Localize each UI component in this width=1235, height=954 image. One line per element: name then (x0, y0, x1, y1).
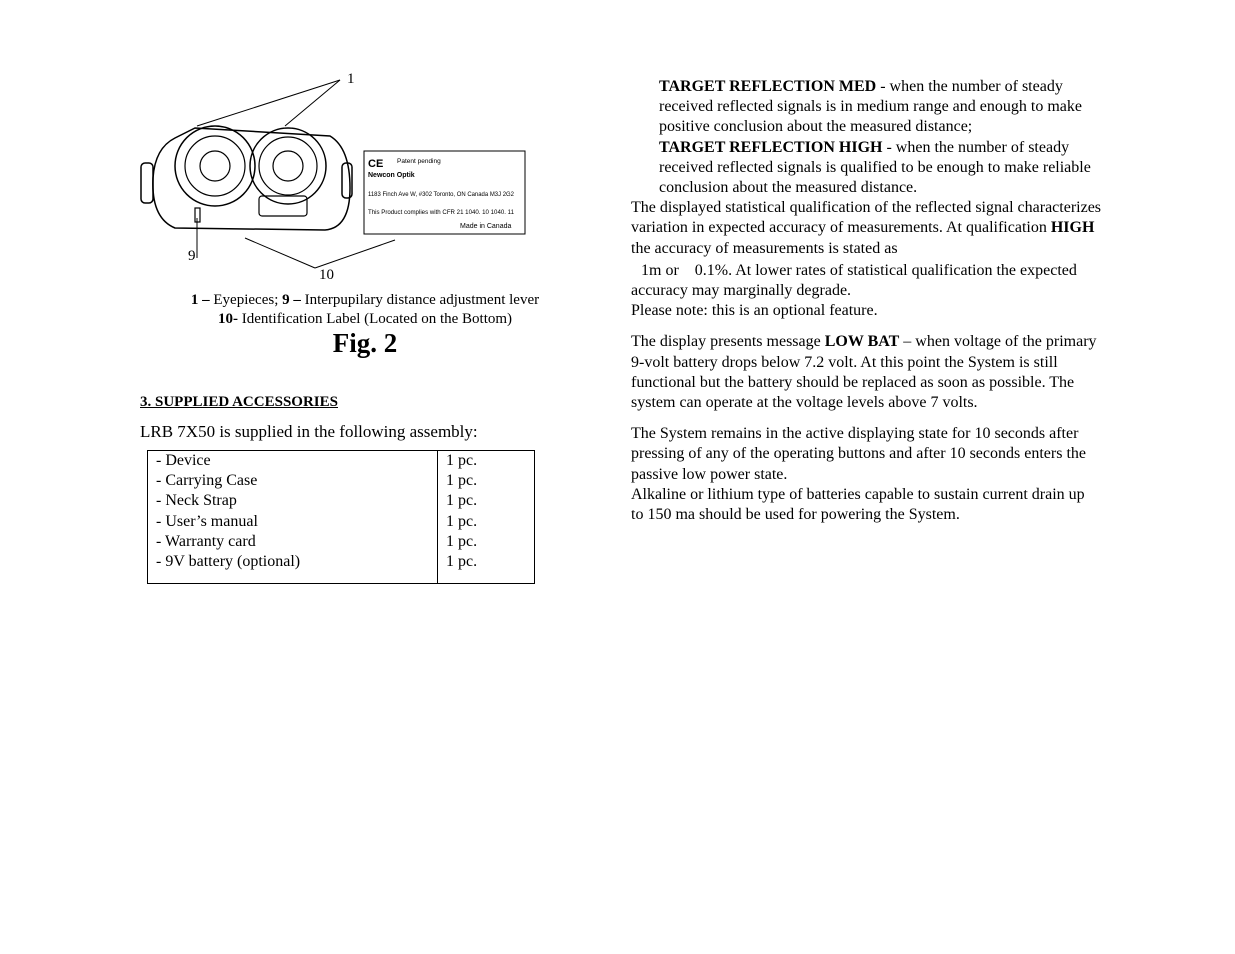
right-column (631, 77, 1101, 525)
label-9: 9 (188, 248, 196, 264)
reflection-med-paragraph: TARGET REFLECTION MED - when the number of steady received reflected signals is in medium range and enough to make positive conclusion about the measured distance; (659, 78, 1082, 136)
item-qty: 1 pc. (446, 472, 478, 490)
optional-note: Please note: this is an optional feature. (631, 302, 878, 320)
item-name: - Carrying Case (156, 472, 258, 490)
item-name: - Device (156, 452, 211, 469)
compliance-text: This Product complies with CFR 21 1040. 10 1040. 11 (368, 210, 515, 216)
left-eyepiece-mid (185, 136, 245, 196)
item-name: - 9V battery (optional) (156, 553, 301, 571)
left-eyepiece-lens (200, 151, 230, 181)
left-grip (141, 163, 153, 203)
accuracy-paragraph: 1m or 0.1%. At lower rates of statistical qualification the expected accuracy may marginally degrade. (631, 261, 1077, 300)
battery-type-paragraph: Alkaline or lithium type of batteries capable to sustain current drain up to 150 ma should be used for powering the System. (631, 485, 1085, 524)
figure-caption-line-1: 1 – Eyepieces; 9 – Interpupilary distance adjustment lever (190, 292, 540, 308)
qualification-paragraph: The displayed statistical qualification of the reflected signal characterizes variation in expected accuracy of measurements. At qualification HIGH the accuracy of measurements is stated as (631, 199, 1102, 257)
display-window (259, 196, 307, 216)
right-eyepiece-lens (273, 151, 303, 181)
item-names (148, 451, 438, 584)
item-qty: 1 pc. (446, 492, 478, 510)
label-1: 1 (347, 71, 355, 87)
address-text: 1183 Finch Ave W, #302 Toronto, ON Canada M3J 2G2 (368, 192, 515, 198)
figure-caption-line-2: 10- Identification Label (Located on the Bottom) (217, 311, 513, 327)
patent-text: Patent pending (397, 158, 441, 165)
low-bat-paragraph: The display presents message LOW BAT – when voltage of the primary 9-volt battery drops below 7.2 volt. At this point the System is still functional but the battery should be replaced as soon as possible. The system can operate at the voltage levels above 7 volts. (631, 333, 1097, 412)
item-qty: 1 pc. (446, 532, 478, 550)
item-qty: 1 pc. (446, 512, 478, 530)
left-eyepiece-outer (175, 126, 255, 206)
item-name: - User’s manual (156, 512, 258, 530)
label-10: 10 (319, 267, 334, 283)
reflection-high-paragraph: TARGET REFLECTION HIGH - when the number of steady received reflected signals is qualified to be enough to make reliable conclusion about the measured distance. (659, 138, 1091, 197)
ce-mark: CE (368, 158, 384, 170)
accessories-intro: LRB 7X50 is supplied in the following assembly: (140, 422, 478, 441)
item-qty: 1 pc. (446, 553, 478, 571)
right-eyepiece-mid (259, 137, 317, 195)
table-row (148, 451, 535, 584)
item-name: - Neck Strap (156, 492, 237, 510)
item-name: - Warranty card (156, 532, 256, 550)
section-heading: 3. SUPPLIED ACCESSORIES (140, 394, 338, 410)
active-state-paragraph: The System remains in the active displaying state for 10 seconds after pressing of any of the operating buttons and after 10 seconds enters the passive low power state. (631, 425, 1086, 483)
item-qty: 1 pc. (446, 452, 478, 469)
right-eyepiece-outer (250, 128, 326, 204)
accessories-table (147, 450, 535, 584)
item-quantities (438, 451, 535, 584)
made-in-text: Made in Canada (460, 223, 512, 230)
figure-title: Fig. 2 (332, 328, 398, 358)
company-name: Newcon Optik (368, 172, 415, 179)
